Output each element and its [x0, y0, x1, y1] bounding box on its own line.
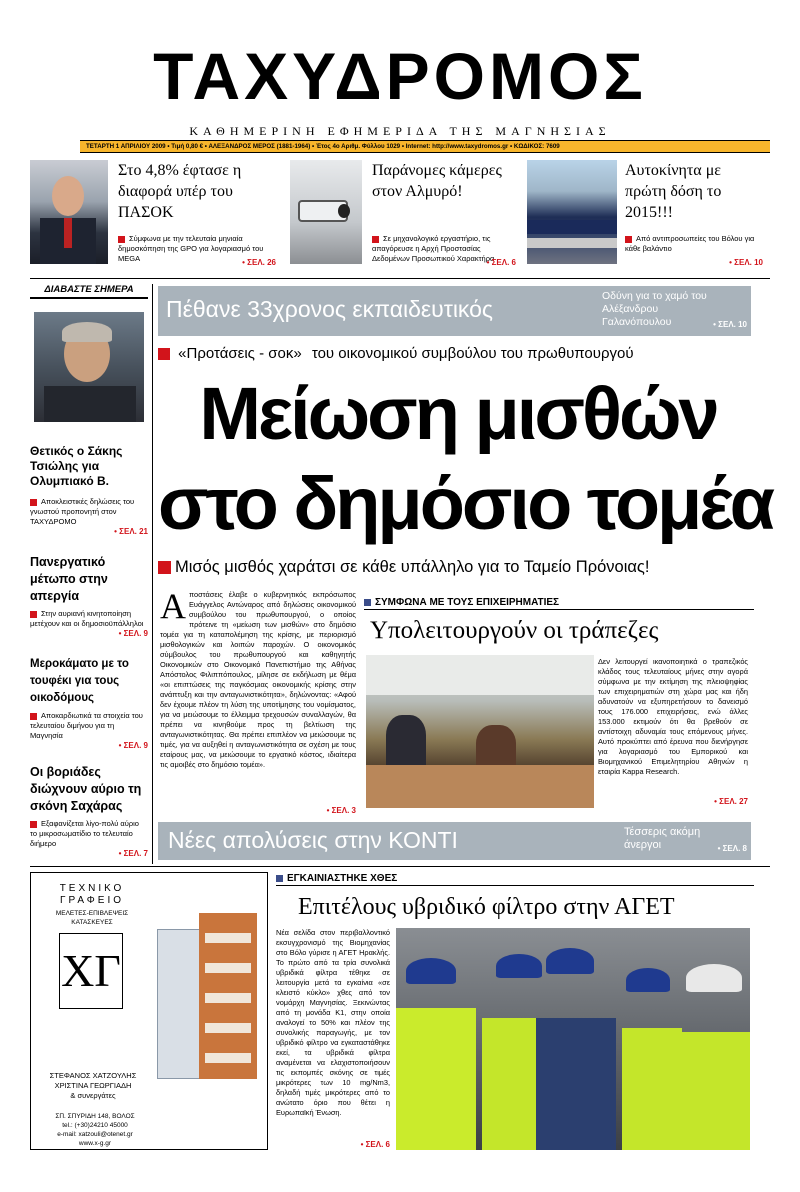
ad-logo: ΧΓ: [59, 933, 123, 1009]
masthead-subtitle: ΚΑΘΗΜΕΡΙΝΗ ΕΦΗΜΕΡΙΔΑ ΤΗΣ ΜΑΓΝΗΣΙΑΣ: [189, 124, 611, 138]
sidebar-item-3-text: Αποκαρδιωτικά τα στοιχεία του τελευταίου διμήνου για τη Μαγνησία: [30, 711, 143, 740]
sidebar-photo: [34, 312, 144, 422]
banner-teacher-death[interactable]: [158, 286, 751, 336]
bullet-icon: [30, 499, 37, 506]
top-divider: [30, 278, 770, 279]
sidebar-item-3[interactable]: [30, 656, 148, 750]
teaser-2-title: Παράνομες κάμερες στον Αλμυρό!: [372, 162, 502, 200]
filter-story-ref: • ΣΕΛ. 6: [360, 1140, 390, 1149]
sidebar-item-4-title: Οι βοριάδες διώχνουν αύριο τη σκόνη Σαχάρας: [30, 765, 142, 813]
teaser-2[interactable]: [290, 158, 520, 268]
masthead-title: ΤΑΧΥΔΡΟΜΟΣ: [153, 39, 647, 113]
banner-teacher-death-side: Οδύνη για το χαμό του Αλέξανδρου Γαλανόπουλου: [602, 290, 707, 328]
banner-teacher-death-headline: Πέθανε 33χρονος εκπαιδευτικός: [166, 296, 494, 322]
bank-story-photo: [366, 655, 594, 808]
bullet-icon: [118, 236, 125, 243]
teaser-3-text: Από αντιπροσωπείες του Βόλου για κάθε βαλάντιο: [625, 234, 755, 253]
kicker-rest: του οικονομικού συμβούλου του πρωθυπουργού: [311, 345, 634, 362]
teaser-2-photo: [290, 160, 362, 264]
ad-name-3: & συνεργάτες: [70, 1091, 116, 1100]
teaser-3-title: Αυτοκίνητα με πρώτη δόση το 2015!!!: [625, 162, 722, 221]
sidebar-item-2-text: Στην αυριανή κινητοποίηση μετέχουν και οι δημοσιοϋπάλληλοι: [30, 609, 144, 628]
bank-story-body: Δεν λειτουργεί ικανοποιητικά ο τραπεζικός κλάδος τους τελευταίους μήνες στην αγορά σύμφωνα με την εκτίμηση της πλειοψηφίας των επιχειρηματιών στη χώρα μας και ήδη αδυνατούν να εξυπηρετήσουν το δανεισμό τους 176.000 επιχειρήσεις, ενώ άλλες 153.000 εκτιμούν ότι θα βρεθούν σε αντίστοιχη αδυναμία τους επόμενους μήνες. Αυτό προκύπτει από έρευνα που διενήργησε για λογαριασμό του Εμπορικού και Βιομηχανικού Επιμελητηρίου Αθηνών η εταιρία Kappa Research.: [598, 657, 748, 776]
bullet-icon: [158, 561, 171, 574]
sidebar-item-2[interactable]: [30, 554, 148, 638]
ad-name-1: ΣΤΕΦΑΝΟΣ ΧΑΤΖΟΥΛΗΣ: [49, 1071, 137, 1080]
filter-story-body: Νέα σελίδα στον περιβαλλοντικό εκσυγχρονισμό της Βιομηχανίας στο Βόλο γύρισε η ΑΓΕΤ Ηρακλής. Το πρώτο από τα τρία συνολικά υβριδικά φίλτρα τέθηκε σε λειτουργία μετά τα εγκαίνια «σε κλειστό κύκλο» χθες από τον νομάρχη Μαγνησίας. Ξεκινώντας από τη μονάδα Κ1, στην οποία αναλογεί το 50% και πλέον της συνολικής παραγωγής, με τον υβριδικό φίλτρο να εγκαταστάθηκε εκεί, τα υβριδικά φίλτρα αναμένεται να ελαχιστοποιήσουν τις εκπομπές σκόνης σε τιμές μικρότερες των 10 mg/Nm3, δηλαδή τιμές μικρότερες από το ανώτατο όριο που θέτει η Ευρωπαϊκή Ένωση.: [276, 928, 390, 1117]
sidebar-item-3-title: Μεροκάματο με το τουφέκι για τους οικοδόμους: [30, 658, 129, 704]
teaser-1-photo: [30, 160, 108, 264]
bullet-icon: [625, 236, 632, 243]
ad-services: ΜΕΛΕΤΕΣ-ΕΠΙΒΛΕΨΕΙΣ ΚΑΤΑΣΚΕΥΕΣ: [55, 910, 129, 926]
bullet-icon: [30, 713, 37, 720]
filter-story-photo: [396, 928, 750, 1150]
kicker-quote: «Προτάσεις - σοκ»: [178, 345, 302, 362]
sidebar-item-4[interactable]: [30, 764, 148, 858]
ad-web[interactable]: www.x-g.gr: [78, 1140, 112, 1147]
sidebar-item-2-ref: • ΣΕΛ. 9: [118, 629, 148, 638]
bullet-icon: [158, 348, 170, 360]
sidebar-item-1[interactable]: [30, 444, 148, 536]
teaser-1-ref: • ΣΕΛ. 26: [242, 258, 276, 267]
teaser-3-ref: • ΣΕΛ. 10: [729, 258, 763, 267]
bullet-icon: [372, 236, 379, 243]
drop-cap: Α: [160, 590, 186, 626]
ad-email[interactable]: e-mail: xatzouli@otenet.gr: [57, 1131, 133, 1138]
sidebar-item-1-title: Θετικός ο Σάκης Τσιώλης για Ολυμπιακό Β.: [30, 444, 123, 488]
info-bar-text: ΤΕΤΑΡΤΗ 1 ΑΠΡΙΛΙΟΥ 2009 • Τιμή 0,80 € • ΑΛΕΞΑΝΔΡΟΣ ΜΕΡΟΣ (1881-1964) • Έτος 4ο Αριθμ. Φύλλου 1029 • Internet: http://www.taxydromos.gr • ΚΩΔΙΚΟΣ: 7609: [86, 143, 560, 150]
ad-building-illustration: [149, 913, 261, 1081]
teaser-2-text: Σε μηχανολογικό εργαστήριο, τις απαγόρευσε η Αρχή Προστασίας Δεδομένων Προσωπικού Χαρακτήρα: [372, 234, 495, 263]
ad-heading-2: ΓΡΑΦΕΙΟ: [59, 895, 125, 906]
bank-story-ref: • ΣΕΛ. 27: [714, 797, 748, 806]
sidebar-header: ΔΙΑΒΑΣΤΕ ΣΗΜΕΡΑ: [30, 284, 148, 299]
main-subhead: Μισός μισθός χαράτσι σε κάθε υπάλληλο για το Ταμείο Πρόνοιας!: [158, 556, 758, 578]
banner-konti-ref: • ΣΕΛ. 8: [717, 844, 747, 853]
main-story-ref: • ΣΕΛ. 3: [326, 806, 356, 815]
banner-konti-side: Τέσσερις ακόμη άνεργοι: [624, 826, 701, 851]
teaser-1[interactable]: [30, 158, 280, 268]
sidebar-item-4-text: Εξαφανίζεται λίγο-πολύ αύριο το μικροσωματίδιο το τελευταίο διήμερο: [30, 819, 139, 848]
bullet-icon: [30, 611, 37, 618]
main-story-kicker: [158, 344, 758, 364]
bullet-icon: [30, 821, 37, 828]
sidebar: [30, 284, 148, 864]
bullet-icon: [364, 599, 371, 606]
ad-box[interactable]: [30, 872, 268, 1150]
ad-tel: tel.: (+30)24210 45000: [62, 1122, 128, 1129]
teaser-2-ref: • ΣΕΛ. 6: [486, 258, 516, 267]
ad-heading-1: ΤΕΧΝΙΚΟ: [59, 883, 125, 894]
sidebar-item-3-ref: • ΣΕΛ. 9: [118, 741, 148, 750]
bottom-divider: [30, 866, 770, 867]
banner-konti-headline: Νέες απολύσεις στην ΚΟΝΤΙ: [168, 827, 458, 853]
filter-story-headline[interactable]: Επιτέλους υβριδικό φίλτρο στην ΑΓΕΤ: [298, 894, 675, 920]
banner-konti-layoffs[interactable]: [158, 822, 751, 860]
bullet-icon: [276, 875, 283, 882]
teaser-1-title: Στο 4,8% έφτασε η διαφορά υπέρ του ΠΑΣΟΚ: [118, 162, 242, 221]
ad-name-2: ΧΡΙΣΤΙΝΑ ΓΕΩΡΓΙΑΔΗ: [54, 1081, 132, 1090]
teaser-3[interactable]: [527, 158, 767, 268]
ad-address: ΣΠ. ΣΠΥΡΙΔΗ 148, ΒΟΛΟΣ: [55, 1113, 135, 1120]
sidebar-divider: [152, 284, 153, 864]
main-headline-1[interactable]: Μείωση μισθών: [199, 372, 717, 455]
main-story-body: Α ποστάσεις έλαβε ο κυβερνητικός εκπρόσωπος Ευάγγελος Αντώναρος από δηλώσεις οικονομικού συμβούλου του πρωθυπουργού, ο οποίος πρότεινε τη «μείωση των μισθών» στο δημόσιο τομέα για τη καταπολέμηση της κρίσης, με περιορισμό μισθολογικών και λοιπών παροχών. Ο οικονομικός σύμβουλος του πρωθυπουργού και καθηγητής Οικονομικών στο Οικονομικό Πανεπιστήμιο της Αθήνας Απόστολος Φιλιππόπουλος, μίλησε σε εκδήλωση με θέμα «οι επιπτώσεις της παγκόσμιας οικονομικής κρίσης στην ανάπτυξη και την ανταγωνιστικότητα», δηλώνοντας: «Αφού δεν έχουμε πλέον τη λύση της υποτίμησης του νομίσματος, για να μειώσουμε το έλλειμμα τρεχουσών συναλλαγών, θα πρέπει να κινηθούμε προς τη βελτίωση της ανταγωνιστικότητας. Θα πρέπει επιπλέον να μειώσουμε τις τιμές, για να αυξηθεί η ανταγωνιστικότητα σε σχέση με τους εταίρους μας, να μειώσουμε το εργατικό κόστος, ιδιαίτερα τις αμοιβές στο δημόσιο τομέα».: [160, 590, 356, 769]
info-bar: [80, 140, 770, 153]
bank-story-headline[interactable]: Υπολειτουργούν οι τράπεζες: [370, 617, 659, 644]
teaser-1-text: Σύμφωνα με την τελευταία μηνιαία δημοσκόπηση της GPO για λογαριασμό του MEGA: [118, 234, 264, 263]
sidebar-item-2-title: Πανεργατικό μέτωπο στην απεργία: [30, 555, 108, 603]
banner-teacher-death-ref: • ΣΕΛ. 10: [713, 320, 747, 329]
sidebar-item-4-ref: • ΣΕΛ. 7: [118, 849, 148, 858]
sidebar-item-1-text: Αποκλειστικές δηλώσεις του γνωστού προπονητή στον ΤΑΧΥΔΡΟΜΟ: [30, 497, 135, 526]
main-headline-2[interactable]: στο δημόσιο τομέα: [158, 462, 773, 545]
bank-story-kicker: ΣΥΜΦΩΝΑ ΜΕ ΤΟΥΣ ΕΠΙΧΕΙΡΗΜΑΤΙΕΣ: [364, 596, 754, 610]
filter-story-kicker: ΕΓΚΑΙΝΙΑΣΤΗΚΕ ΧΘΕΣ: [276, 872, 754, 886]
sidebar-item-1-ref: • ΣΕΛ. 21: [114, 527, 148, 536]
teaser-3-photo: [527, 160, 617, 264]
